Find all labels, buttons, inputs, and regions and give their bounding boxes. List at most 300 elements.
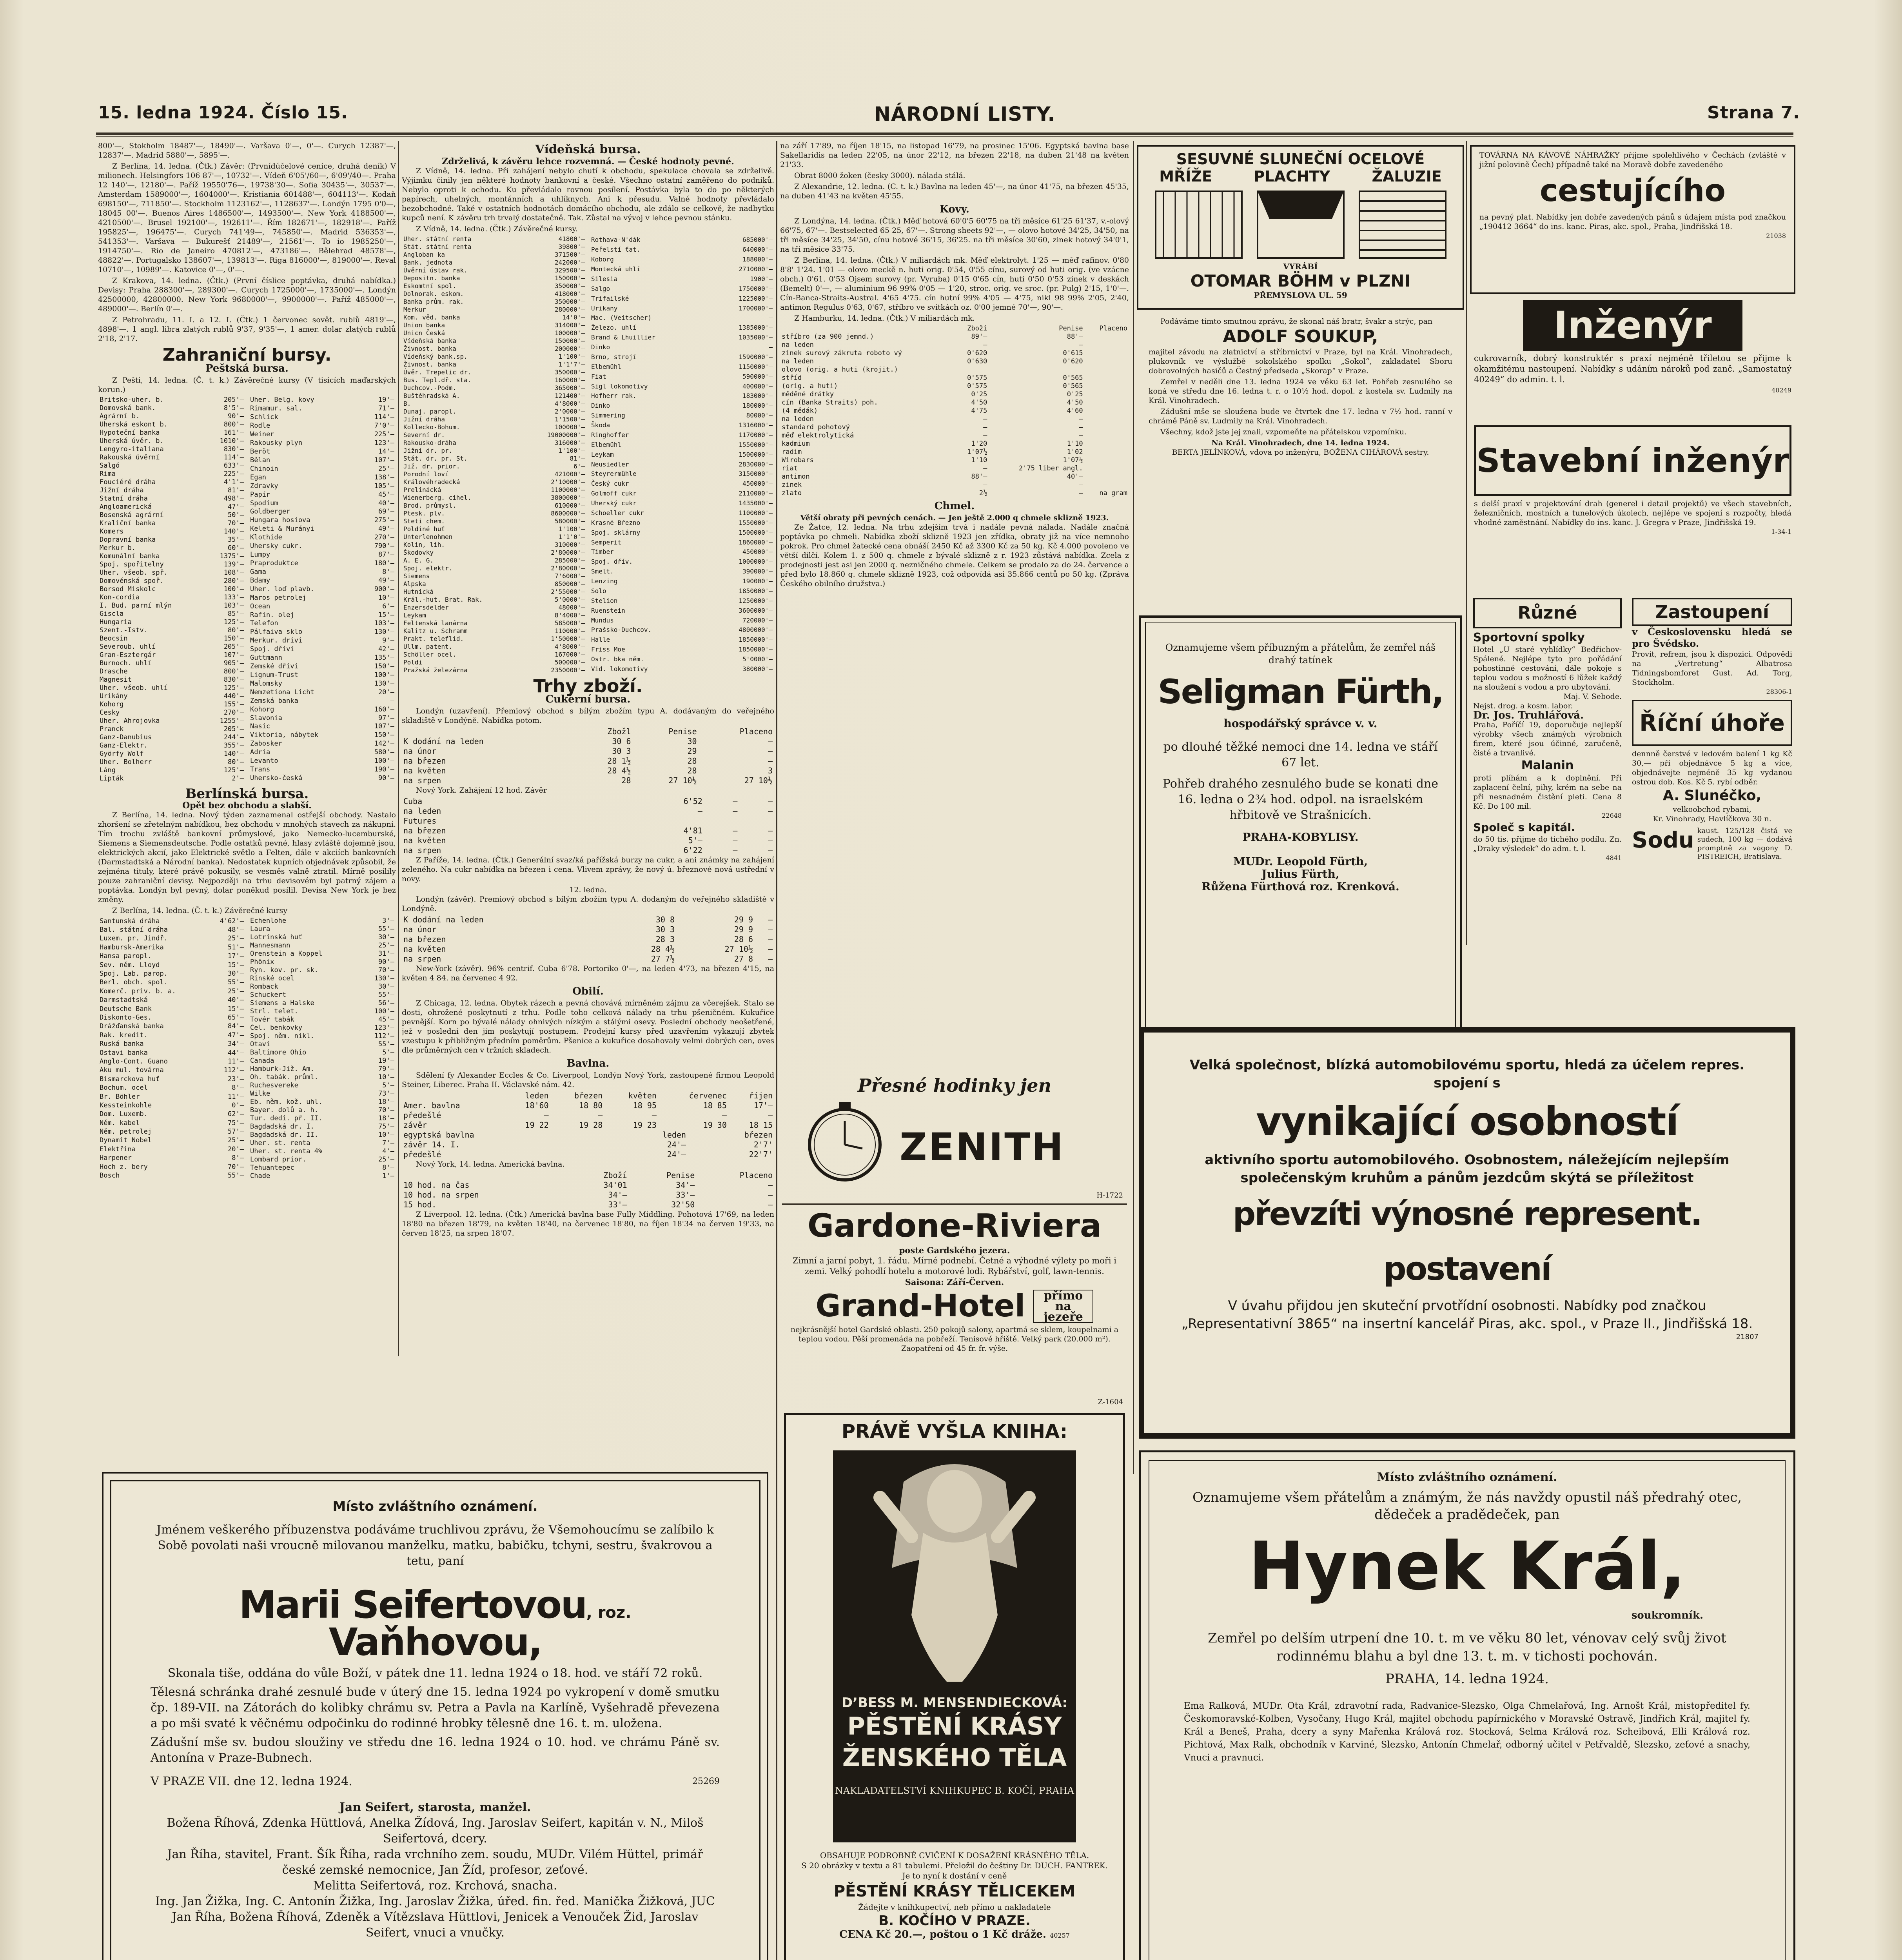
zastoupeni-code: 28306-1 [1766, 688, 1792, 695]
table-cell-value: 205'— [223, 396, 244, 404]
table-cell-label: Severoub. uhlí [100, 643, 156, 651]
table-row [249, 654, 396, 662]
table-row [98, 495, 245, 503]
table-cell-label: Bochum. ocel [100, 1084, 148, 1092]
table-cell-value: — [768, 846, 773, 855]
book-banner: PRÁVĚ VYŠLA KNIHA: [841, 1421, 1068, 1443]
table-cell-value: 103'— [374, 619, 394, 628]
table-row [98, 961, 245, 969]
osobnost-text3: V úvahu přijdou jen skuteční prvotřídní osobnosti. Nabídky pod značkou „Representativní 3865“ na insertní kancelář Piras, akc. spol., v Praze II., Jindřišská 18. [1181, 1298, 1753, 1332]
table-row [98, 1101, 245, 1110]
table-row [98, 478, 245, 486]
table-cell-label: Ruská banka [100, 1040, 144, 1048]
table-cell-label: Smelt. [591, 568, 614, 575]
table-cell-label: Trans [250, 766, 270, 774]
table-cell-label: Guttmann [250, 654, 282, 662]
table-row [98, 926, 245, 934]
table-cell-value: 2'0000'— [554, 408, 585, 415]
table-cell-value: 87'— [378, 551, 394, 559]
table-cell-label: na únor [403, 746, 437, 756]
table-row [402, 235, 586, 243]
table-row [402, 455, 586, 463]
table-cell-value: 6'52 [683, 797, 702, 806]
table-cell-label: Ostr. bka něm. [591, 655, 644, 663]
gardone-rule [782, 1203, 1127, 1205]
table-cell-label: Beröt [250, 447, 270, 456]
table-cell-value: 125'— [223, 766, 244, 774]
table-cell-value: — [598, 1111, 603, 1120]
table-cell-value: 2'10000'— [551, 478, 585, 486]
table-cell-value: 167000'— [554, 651, 585, 658]
table-row [249, 413, 396, 422]
table-cell-value: 105'— [374, 482, 394, 490]
table-cell-value: 15'— [378, 611, 394, 619]
table-cell-label: cín (Banka Straits) poh. [782, 399, 878, 407]
table-cell-label: Hambursk-Amerika [100, 943, 164, 951]
table-row [249, 619, 396, 628]
table-cell-label: Tovér tabák [250, 1016, 294, 1024]
table-cell-label: Bagdadská dr. II. [250, 1131, 318, 1139]
table-cell-value: 55'— [378, 1040, 394, 1048]
table-cell-label: Tehuantepec [250, 1164, 294, 1172]
table-cell-value: 5'0000'— [554, 596, 585, 603]
table-cell-value: — [769, 343, 773, 351]
table-row [98, 1163, 245, 1171]
seifert-family1: Jan Seifert, starosta, manžel. [339, 1800, 531, 1814]
table-cell-label: Uherská úvěr. b. [100, 437, 164, 445]
table-cell-value [1085, 349, 1129, 358]
table-row [402, 944, 774, 954]
ruzne-sign: Maj. V. Sebode. [1563, 692, 1622, 701]
table-cell-value: 28 [687, 766, 697, 775]
pest-title: Peštská bursa. [205, 363, 289, 374]
ricni-shop: A. Slunéčko, [1662, 788, 1762, 804]
table-cell-label: Lumpy [250, 551, 270, 559]
table-cell-label: Ganz-Elektr. [100, 742, 148, 750]
table-row [249, 534, 396, 542]
table-row [249, 1139, 396, 1147]
table-cell-label: Úvěr. Trepelic dr. [403, 368, 472, 376]
table-row [98, 1022, 245, 1031]
furth-sign3: Růžena Fürthová roz. Krenková. [1201, 880, 1399, 893]
table-row [98, 577, 245, 585]
vienna-subtitle: Zdrželivá, k závěru lehce rozvemná. — České hodnoty pevné. [442, 156, 734, 167]
table-cell-label: Weiner [250, 430, 274, 439]
table-cell-value: 25'— [228, 987, 244, 995]
table-cell-label: Krasné Březno [591, 519, 641, 526]
table-cell-value: 1225000'— [739, 294, 773, 302]
table-cell-value: 310000'— [554, 541, 585, 548]
zastoupeni-text2: Provit, refrem, jsou k dispozici. Odpovědi na „Vertretung“ Albatrosa Tidningsbomforet Gust. Ad. Torg, Stockholm. [1632, 650, 1792, 687]
zenith-brand: ZENITH [900, 1125, 1065, 1169]
london-sugar-table [402, 727, 774, 786]
ad-tovarna [1470, 145, 1795, 294]
table-row [98, 643, 245, 651]
table-cell-label: Maros petrolej [250, 593, 307, 602]
table-cell-label: Wilke [250, 1090, 270, 1098]
table-cell-label: Statní dráha [100, 495, 148, 503]
table-cell-value: Penise [1059, 325, 1083, 332]
table-cell-label: Luxem. pr. Jindř. [100, 935, 168, 943]
table-cell-label: Vid. lokomotivy [591, 665, 648, 673]
table-row [249, 499, 396, 508]
table-row [98, 470, 245, 478]
osobnost-text2: aktivního sportu automobilového. Osobnostem, náležejícím nejlepším společenským kruhům a pánům jezdcům skýtá se příležitost [1205, 1152, 1730, 1186]
table-cell-value: 8'— [382, 568, 394, 576]
obituary-kral [1139, 1450, 1795, 1960]
table-cell-value: 270'— [374, 534, 394, 542]
table-cell-label: na květen [403, 836, 446, 845]
ad-book [784, 1413, 1125, 1960]
table-row [590, 430, 774, 440]
table-row [780, 407, 1129, 415]
table-row [402, 298, 586, 306]
table-cell-value: 69'— [378, 508, 394, 516]
table-cell-label: Škoda [591, 421, 610, 429]
table-cell-value: 5'— [382, 1082, 394, 1089]
table-cell-value: 19 22 [525, 1120, 549, 1130]
pest-table-2 [249, 396, 396, 783]
table-cell-label: Hamburk-Již. Am. [250, 1065, 314, 1073]
table-cell-label: Urikány [100, 692, 128, 700]
table-cell-value: 18'— [378, 1098, 394, 1106]
table-cell-label: Lipták [100, 775, 124, 782]
table-cell-label: Giscla [100, 610, 124, 618]
table-row [590, 625, 774, 635]
table-row [98, 717, 245, 725]
table-cell-value: — [733, 806, 738, 816]
table-row [249, 1082, 396, 1090]
berlin-text: Z Berlína, 14. ledna. Nový týden zaznamenal ostřejší obchody. Nastalo zhoršení se zřetelným nabídkou, bez obchodu v mnohých stavech za nákupní. Tím trochu zvláště bankovní průmyslové, jako Nemecko-lucemburské, Siemens a Siemensdeutsche. Podle ostatků pevné, hlasy zvláště dojemně jsou, elektrických akcií, jako Elektrické světlo a Felten, dále v akciích bankovních (Darmstadtská a Národní banka). Nedostatek kupních objednávek způsobil, že zejména tituly, které právě pokusily, se vesměs valně ztratil. Mírně posílily pouze zahraniční devisy. Nejpozději na trhu devisovém byl patrný zájem a poptávka. Londýn byl pevný, dolar poněkud posílil. Devisa New York je bez změny. [98, 811, 396, 904]
table-cell-value: 34'— [608, 1190, 627, 1200]
table-cell-label: Wirobars [782, 456, 814, 464]
table-cell-label: Alpska [403, 580, 426, 588]
ruzne-doctor: Dr. Jos. Truhlářová. [1473, 710, 1584, 721]
table-row [249, 1040, 396, 1049]
table-cell-label: Domovská bank. [100, 404, 156, 412]
table-cell-label: Slavonia [250, 714, 282, 722]
ruzne-lekar: Nejst. drog. a kosm. labor. [1473, 702, 1573, 710]
table-cell-label: Škodovky [403, 549, 434, 556]
table-cell-value: 42'— [378, 645, 394, 653]
table-cell-value: 33'— [676, 1190, 695, 1200]
table-cell-value: 225'— [374, 430, 394, 439]
table-row [590, 294, 774, 303]
table-cell-value: 4'1'— [223, 478, 244, 486]
table-cell-value: 30'— [378, 933, 394, 941]
seifert-text2: Tělesná schránka drahé zesnulé bude v úterý dne 15. ledna 1924 po vykropení v domě smutku čp. 189-VII. na Zátorách do kolibky chrámu sv. Petra a Pavla na Karlíně, Vyšehradě převezena a po mši svaté k věčnému odpočinku do rodinné hrobky tělesně dne 16. t. m. uložena. [151, 1685, 720, 1730]
table-cell-value: 2830000'— [739, 460, 773, 468]
table-row [98, 454, 245, 462]
table-row [402, 282, 586, 290]
table-row [590, 479, 774, 489]
column-rule-3 [1133, 141, 1134, 1474]
table-cell-label: Bismarckova huť [100, 1075, 160, 1083]
table-row [590, 265, 774, 274]
table-cell-label: Canada [250, 1057, 274, 1065]
table-cell-label: K dodání na leden [403, 915, 484, 924]
table-cell-label: zinek surový zákruta roboto vý [782, 349, 902, 357]
table-row [98, 396, 245, 404]
table-cell-value: 1700000'— [739, 304, 773, 312]
table-row [98, 766, 245, 775]
table-cell-value: 440'— [223, 692, 244, 700]
table-row [402, 915, 774, 925]
table-row [780, 465, 1129, 473]
table-row [590, 450, 774, 459]
table-cell-label: Prašsko-Duchcov. [591, 626, 652, 634]
table-cell-label: olovo (orig. a huti (krojit.) [782, 366, 898, 374]
table-cell-label: Elbemühl [591, 441, 622, 448]
table-cell-label: Enzersdelder [403, 604, 449, 611]
seifert-text: Skonala tiše, oddána do vůle Boží, v pátek dne 11. ledna 1924 o 18. hod. ve stáří 72 roků. [167, 1666, 703, 1680]
table-cell-value: 2'55000'— [551, 588, 585, 595]
book-price [794, 1929, 1115, 1941]
table-cell-value: 15'— [228, 1005, 244, 1013]
table-cell-value: 1'1500'— [554, 416, 585, 423]
table-cell-value: 0'565 [1063, 374, 1083, 382]
table-row [590, 440, 774, 450]
table-row [402, 1140, 774, 1150]
table-cell-value: 1'1'0'— [558, 533, 585, 541]
table-row [98, 486, 245, 495]
table-cell-value: 30 8 [655, 915, 675, 924]
table-cell-value: 4'75 [971, 407, 987, 415]
table-row [402, 564, 586, 572]
table-cell-label: Komerč. priv. b. a. [100, 987, 176, 995]
table-row [590, 235, 774, 245]
table-cell-value: — [390, 697, 394, 705]
table-cell-value: 100'— [223, 585, 244, 593]
table-cell-label: Dinko [591, 402, 610, 410]
table-cell-value: 55'— [378, 991, 394, 999]
table-cell-label: Leykam [591, 450, 614, 458]
table-cell-label: Drážďanská banka [100, 1022, 164, 1031]
table-cell-value: 500000'— [554, 659, 585, 666]
table-cell-value: 160000'— [554, 376, 585, 384]
table-cell-value: 1035000'— [739, 334, 773, 341]
seifert-name: Marii Seifertovou [239, 1583, 586, 1627]
ruzne-spolec-text: do 50 tis. přijme do tichého podílu. Zn. „Draky výsledek“ do adm. t. l. [1473, 835, 1622, 853]
table-cell-label: Dolnorak. eskom. [403, 290, 464, 298]
table-cell-value: 19 28 [579, 1120, 603, 1130]
ricni-title: Říční úhoře [1632, 700, 1792, 746]
table-row [402, 274, 586, 282]
table-cell-value: 3150000'— [739, 470, 773, 478]
book-price-text: CENA Kč 20.—, poštou o 1 Kč dráže. [839, 1929, 1046, 1940]
table-cell-value: 1150000'— [739, 363, 773, 370]
table-row [402, 243, 586, 251]
table-cell-value: — [983, 432, 987, 439]
table-cell-label: Rodle [250, 422, 270, 430]
table-cell-label: Sigl lokomotivy [591, 382, 648, 390]
gardone-hotel: Grand-Hotel [815, 1289, 1025, 1324]
table-row [98, 1154, 245, 1163]
header-rule [96, 132, 1793, 135]
table-row [780, 333, 1129, 341]
table-cell-value: 65'— [228, 1013, 244, 1022]
table-row [402, 439, 586, 447]
zastoupeni-title: Zastoupení [1632, 598, 1792, 626]
soukup-text: majitel závodu na zlatnictví a stříbrnictví v Praze, byl na Král. Vinohradech, plukovník ve výslužbě sokolského spolku „Sokol“, zakladatel Sboru dobrovolných hasičů a Čestný předseda „Skorap“ v Praze. [1149, 348, 1452, 375]
book-avail: Je to nyní k dostání v ceně [902, 1871, 1007, 1880]
book-cover [833, 1450, 1076, 1842]
table-cell-label: Spodium [250, 499, 278, 507]
seifert-family4: Melitta Seifertová, roz. Krchová, snacha. [313, 1879, 557, 1893]
table-cell-value: 280'— [223, 577, 244, 585]
table-row [98, 742, 245, 750]
table-cell-label: Angloamerická [100, 503, 152, 511]
table-row [590, 635, 774, 645]
table-cell-value: Zboží [967, 325, 987, 332]
table-cell-value: 14'0'— [562, 314, 585, 321]
table-cell-value: 17'— [753, 1101, 773, 1110]
table-cell-value: — [1079, 423, 1083, 431]
table-cell-value: 50'— [228, 511, 244, 519]
table-cell-label: Mac. (Veitscher) [591, 314, 652, 322]
ny-cotton-table [402, 1171, 774, 1210]
table-cell-label: Král.-hut. Brat. Rak. [403, 596, 483, 603]
table-cell-label: Zemská banka [250, 697, 298, 705]
table-cell-value: 19 23 [633, 1120, 657, 1130]
table-cell-value: 138'— [374, 473, 394, 481]
table-row [402, 925, 774, 935]
table-cell-label: zinek [782, 481, 802, 489]
table-cell-label: Anglo-Cont. Guano [100, 1057, 168, 1065]
ruzne-malanin-text: proti plíhám a k doplnění. Při zaplacení čelní, pihy, krém na sebe na při nesnadném čistění pleti. Cena 8 Kč. Do 100 mil. [1473, 774, 1622, 811]
table-row [402, 251, 586, 259]
alexandria-text: Z Alexandrie, 12. ledna. (C. t. k.) Bavlna na leden 45'—, na únor 41'75, na březen 45'35, na duben 41'43 na květen 45'55. [780, 182, 1129, 200]
header-number: Číslo 15. [261, 103, 348, 123]
table-cell-value: 1'02 [1067, 448, 1083, 456]
table-cell-value: 275'— [374, 516, 394, 524]
table-row [402, 572, 586, 580]
table-cell-label: Uher. st. renta 4% [250, 1147, 323, 1155]
ruzne-title: Různé [1473, 598, 1622, 628]
table-cell-value: 371500'— [554, 251, 585, 258]
table-row [98, 552, 245, 561]
table-row [590, 489, 774, 499]
london2-title: 12. ledna. [569, 886, 607, 894]
table-cell-value: Penise [666, 1171, 695, 1180]
book-desc2: S 20 obrázky v textu a 81 tabulemi. Přeložil do češtiny Dr. DUCH. FANTREK. [801, 1861, 1108, 1870]
table-row [402, 627, 586, 635]
table-row [402, 423, 586, 431]
table-cell-value: — [983, 465, 987, 472]
table-cell-label: Berl. obch. spol. [100, 978, 168, 987]
table-cell-value: 1'50000'— [551, 635, 585, 642]
table-cell-label: Angloban ka [403, 251, 445, 258]
table-cell-value: 8'— [232, 1154, 244, 1162]
table-cell-label: Neusiedler [591, 460, 629, 468]
table-cell-value: 180'— [374, 559, 394, 567]
table-row [590, 381, 774, 391]
table-row [780, 448, 1129, 456]
table-cell-label: Uher. Ahrojovka [100, 717, 160, 725]
berlin-tables [98, 917, 396, 1180]
table-cell-value: 1'100'— [558, 447, 585, 454]
table-cell-value: 100'— [374, 1007, 394, 1015]
table-cell-label: na květen [403, 944, 446, 954]
table-cell-label: Bal. státní dráha [100, 926, 168, 934]
seifert-family2: Božena Říhová, Zdenka Hüttlová, Anelka Žídová, Ing. Jaroslav Seifert, kapitán v. N., Miloš Seifertová, dcery. [167, 1816, 704, 1846]
table-cell-value: 19 30 [703, 1120, 727, 1130]
table-row [98, 684, 245, 692]
table-cell-label: Friss Moe [591, 646, 625, 653]
furth-role: hospodářský správce v. v. [1223, 717, 1377, 730]
table-cell-value [1085, 473, 1129, 481]
table-row [98, 585, 245, 593]
table-row [590, 645, 774, 655]
table-cell-value: 498'— [223, 495, 244, 503]
table-cell-label: Magnesit [100, 676, 132, 684]
ruzne-code2: 4841 [1606, 854, 1622, 862]
table-cell-label: A. E. G. [403, 557, 434, 564]
table-row [98, 569, 245, 577]
table-cell-value: 55'— [378, 925, 394, 933]
table-row [590, 459, 774, 469]
table-cell-value: 30'— [228, 970, 244, 978]
furth-intro: Oznamujeme všem příbuzným a přátelům, že zemřel náš drahý tatínek [1165, 642, 1436, 666]
table-cell-label: Uherská eskont b. [100, 421, 168, 428]
table-cell-value: 30 3 [655, 925, 675, 934]
table-cell-value [1085, 481, 1129, 489]
table-cell-label: (4 mědák) [782, 407, 818, 415]
table-cell-label: (orig. a huti) [782, 382, 838, 390]
table-row [402, 1101, 774, 1111]
table-row [780, 325, 1129, 333]
table-row [780, 456, 1129, 465]
table-row [249, 1123, 396, 1131]
table-row [98, 692, 245, 701]
table-cell-value: 0'620 [1063, 358, 1083, 365]
vienna-text: Z Vídně, 14. ledna. Při zahájení nebylo chutí k obchodu, spekulace chovala se zdrželivě. Výjimku činily jen některé hodnoty bankovní a české. Všechno ostatní zaměřeno do podniků. Nebylo oproti k ochodu. Ku převládalo rovnou posílení. Postávka byla to do po některých papírech, uhelných, montánních a uhlíknych. Ani k přesudu. Valné hodnoty převládalo bezobchodné. Také v ostatních hodnotách domácího obchodu, ale zdálo se celkově, že nadbytku kupců není. K závěru trh trvalý dostatečně. Tak. Zůstal na vývoj v lehce pevnou stánku. [402, 167, 774, 222]
table-cell-value: 20'— [228, 1145, 244, 1153]
table-cell-value: 1375'— [220, 552, 244, 560]
table-row [402, 329, 586, 337]
table-row [98, 1127, 245, 1136]
table-cell-label: Oh. tabák. průml. [250, 1073, 318, 1081]
table-row [590, 528, 774, 537]
column-rule-4 [1466, 141, 1467, 945]
table-cell-value: 5'0000'— [742, 655, 773, 663]
table-row [249, 975, 396, 983]
table-cell-value: — [768, 756, 773, 766]
table-cell-value: 1255'— [220, 717, 244, 725]
table-row [249, 1098, 396, 1106]
table-row [249, 999, 396, 1007]
table-cell-value: 0'565 [1063, 382, 1083, 390]
table-row [402, 400, 586, 408]
table-cell-value: 1'— [382, 1172, 394, 1180]
table-cell-label: Bank. jednota [403, 259, 453, 266]
table-cell-label: závěr 14. I. [403, 1140, 460, 1149]
table-cell-label: Kohorg [250, 705, 274, 713]
table-row [780, 390, 1129, 399]
table-row [98, 733, 245, 742]
table-cell-label: Duchcov.-Podm. [403, 384, 456, 392]
table-cell-value: 40'— [378, 499, 394, 507]
table-cell-label: Tur. dedí. př. II. [250, 1114, 323, 1122]
table-cell-value: 1170000'— [739, 431, 773, 439]
table-row [249, 748, 396, 757]
table-row [98, 1136, 245, 1145]
berlin-metals-text: Z Berlína, 14. ledna. (Čtk.) V miliardách mk. Měď elektrolyt. 1'25 — měď rafinov. 0'80 8'8' 1'24. 1'01 — olovo meckě n. huti orig. 0'54, 0'55 cínu, surový od huti orig. (ve vzácne obch.) 0'61. 0'53 Ojsem surovy (pr. Vyruba) 0'15 0'65 cín, huti 0'50 0'53 zinek v deskách (Bemelt) 0'—, — aluminium 96 99% 0'05 — 1'20, stroc. orig. ve sroc. (pr. Pulg) 2'15, 1'0'—. Cín-Banca-Straits-Austral. 4'65 4'75. cín hutní 99% 4'05 — 4'75, nikl 98 99% 2'05, 2'40, antimon Regulus 0'63, 0'67, stříbro ve svitkách oz. 0'00 jemné 70'—, 90'—. [780, 256, 1129, 312]
table-cell-label: Fiat [591, 372, 606, 380]
table-row [249, 508, 396, 516]
table-row [98, 1075, 245, 1083]
table-row [590, 303, 774, 313]
